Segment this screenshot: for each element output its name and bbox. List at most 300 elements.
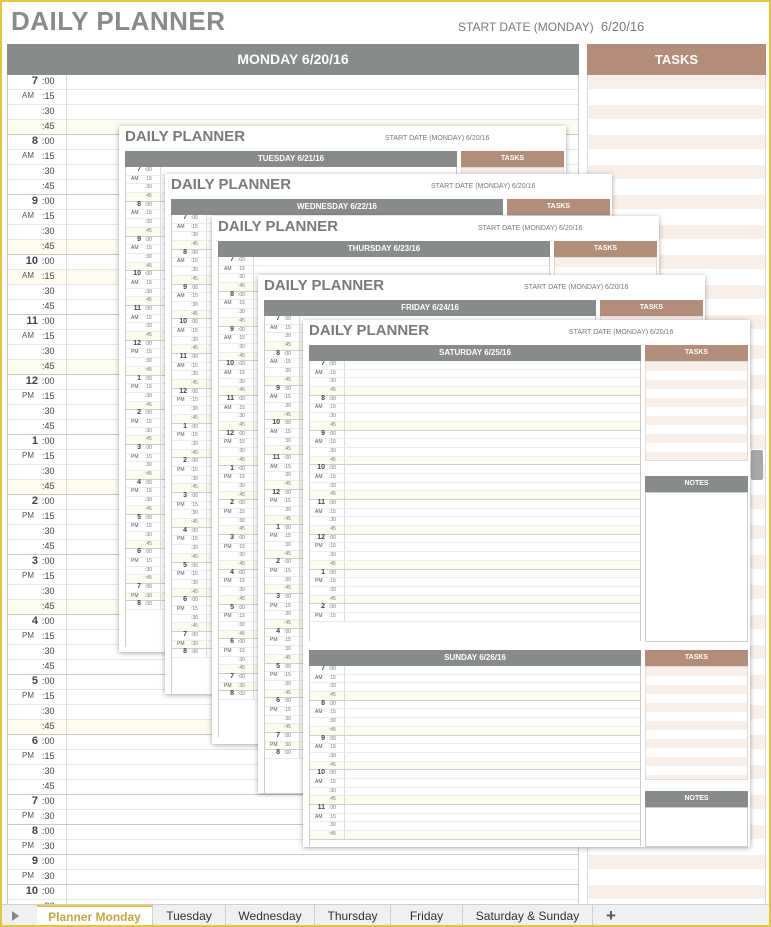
minute-label: :00 <box>42 436 55 446</box>
task-row[interactable] <box>588 870 765 885</box>
column-divider <box>66 885 67 899</box>
sheet-column-divider <box>253 370 254 378</box>
task-row[interactable] <box>588 75 765 90</box>
sheet-ampm-label: AM <box>315 369 323 376</box>
sheet-minute-label: :15 <box>238 578 245 585</box>
minute-label: :00 <box>42 736 55 746</box>
sheet-hour-label: 6 <box>276 697 280 705</box>
sheet-column-divider <box>253 439 254 447</box>
sheet-column-divider <box>160 532 161 540</box>
sheet-column-divider <box>344 718 345 726</box>
minute-label: :30 <box>42 871 55 881</box>
sheet-column-divider <box>344 387 345 395</box>
sheet-ampm-label: PM <box>224 647 232 654</box>
sheet-minute-label: :00 <box>145 479 152 486</box>
sheet-column-divider <box>344 709 345 717</box>
task-row[interactable] <box>588 885 765 900</box>
sheet-column-divider <box>206 641 207 649</box>
sheet-column-divider <box>206 371 207 379</box>
sheet-minute-label: :00 <box>238 639 245 646</box>
sheet-minute-label: :45 <box>238 422 245 429</box>
sheet-column-divider <box>206 397 207 405</box>
sheet-minute-label: :45 <box>329 456 336 463</box>
sheet-column-divider <box>206 563 207 571</box>
sheet-minute-label: :15 <box>329 709 336 716</box>
sheet-hour-label: 8 <box>183 248 187 256</box>
sheet-minute-label: :00 <box>284 594 291 600</box>
sheet-time-slot <box>310 770 640 779</box>
sheet-minute-label: :00 <box>284 489 291 496</box>
sheet-hour-label: 4 <box>137 478 141 486</box>
sheet-hour-label: 1 <box>137 374 141 382</box>
sheet-column-divider <box>344 570 345 578</box>
sheet-time-slot <box>310 814 640 823</box>
minute-label: :00 <box>42 76 55 86</box>
sheet-start-date: START DATE (MONDAY) 6/20/16 <box>569 329 674 336</box>
sheet-column-divider <box>206 363 207 371</box>
sheet-ampm-label: AM <box>131 210 139 217</box>
sheet-minute-label: :45 <box>238 283 245 290</box>
sheet-column-divider <box>206 267 207 275</box>
sheet-column-divider <box>253 570 254 578</box>
sheet-time-slot <box>310 675 640 684</box>
sheet-ampm-label: AM <box>177 223 185 230</box>
time-slot[interactable] <box>8 870 578 885</box>
sheet-column-divider <box>160 367 161 375</box>
sheet-column-divider <box>253 266 254 274</box>
sheet-minute-label: :30 <box>238 682 245 689</box>
sheet-minute-label: :45 <box>329 526 336 533</box>
column-divider <box>66 360 67 374</box>
sheet-hour-label: 6 <box>230 638 234 646</box>
sheet-minute-label: :15 <box>284 533 291 540</box>
sheet-title: DAILY PLANNER <box>309 322 430 339</box>
sheet-tasks-header: TASKS <box>645 650 748 666</box>
sheet-column-divider <box>206 467 207 475</box>
sheet-ampm-label: PM <box>224 508 232 515</box>
sheet-minute-label: :00 <box>191 284 198 291</box>
sheet-column-divider <box>160 515 161 523</box>
sheet-minute-label: :15 <box>329 473 336 480</box>
sheet-day-header: FRIDAY 6/24/16 <box>264 300 596 316</box>
sheet-minute-label: :00 <box>191 632 198 638</box>
sheet-minute-label: :30 <box>284 541 291 548</box>
sheet-column-divider <box>299 724 300 732</box>
sheet-minute-label: :00 <box>284 663 291 670</box>
sheet-minute-label: :15 <box>329 439 336 446</box>
sheet-minute-label: :15 <box>329 578 336 585</box>
sheet-column-divider <box>344 378 345 386</box>
sheet-hour-label: 8 <box>321 394 325 402</box>
sheet-minute-label: :45 <box>284 724 291 731</box>
sheet-task-row <box>646 739 747 748</box>
sheet-column-divider <box>253 292 254 300</box>
sheet-column-divider <box>344 779 345 787</box>
sheet-column-divider <box>160 575 161 583</box>
minute-label: :30 <box>42 766 55 776</box>
sheet-task-row <box>646 443 747 452</box>
sheet-time-slot <box>310 587 640 596</box>
task-row[interactable] <box>588 195 765 210</box>
sheet-minute-label: :00 <box>329 534 336 541</box>
column-divider <box>66 705 67 719</box>
column-divider <box>66 480 67 494</box>
sheet-column-divider <box>160 593 161 601</box>
sheet-time-slot <box>310 596 640 605</box>
sheet-minute-label: :45 <box>145 227 152 234</box>
time-slot[interactable] <box>8 75 578 90</box>
hour-label: 7 <box>31 75 38 87</box>
sheet-column-divider <box>253 422 254 430</box>
sheet-minute-label: :00 <box>238 257 245 263</box>
column-divider <box>66 810 67 824</box>
sheet-column-divider <box>160 402 161 410</box>
time-slot[interactable] <box>8 885 578 900</box>
sheet-column-divider <box>344 814 345 822</box>
column-divider <box>66 150 67 164</box>
sheet-minute-label: :00 <box>238 674 245 680</box>
sheet-column-divider <box>206 597 207 605</box>
sheet-column-divider <box>206 502 207 510</box>
sheet-minute-label: :00 <box>191 319 198 326</box>
sheet-column-divider <box>299 368 300 376</box>
sheet-ampm-label: AM <box>315 508 323 515</box>
sheet-time-slot <box>310 753 640 762</box>
sheet-minute-label: :30 <box>191 371 198 378</box>
tab-wednesday[interactable]: Wednesday <box>226 905 315 927</box>
sheet-column-divider <box>206 623 207 631</box>
sheet-minute-label: :30 <box>329 413 336 420</box>
sheet-column-divider <box>253 483 254 491</box>
sheet-tasks-list <box>645 666 748 780</box>
scrollbar-thumb[interactable] <box>751 450 763 480</box>
hour-label: 8 <box>31 135 38 147</box>
minute-label: :45 <box>42 721 55 731</box>
sheet-ampm-label: AM <box>131 245 139 252</box>
sheet-minute-label: :15 <box>191 293 198 300</box>
sheet-column-divider <box>344 736 345 744</box>
sheet-day-header: SUNDAY 6/26/16 <box>309 650 641 666</box>
task-row[interactable] <box>588 135 765 150</box>
column-divider <box>66 240 67 254</box>
sheet-column-divider <box>299 646 300 654</box>
sheet-minute-label: :45 <box>284 689 291 696</box>
sheet-column-divider <box>344 753 345 761</box>
sheet-task-row <box>646 407 747 416</box>
time-slot[interactable] <box>8 105 578 120</box>
add-sheet-button[interactable]: + <box>606 906 616 925</box>
sheet-minute-label: :00 <box>145 167 152 173</box>
sheet-column-divider <box>253 657 254 665</box>
sheet-column-divider <box>206 380 207 388</box>
sheet-column-divider <box>299 542 300 550</box>
sheet-start-date: START DATE (MONDAY) 6/20/16 <box>478 225 583 232</box>
sheet-column-divider <box>299 559 300 567</box>
sheet-column-divider <box>299 359 300 367</box>
sheet-column-divider <box>253 387 254 395</box>
sheet-column-divider <box>299 681 300 689</box>
sheet-hour-label: 10 <box>317 464 325 472</box>
task-row[interactable] <box>588 150 765 165</box>
sheet-minute-label: :00 <box>191 215 198 221</box>
sheet-column-divider <box>160 341 161 349</box>
tab-friday[interactable]: Friday <box>391 905 463 927</box>
sheet-hour-label: 2 <box>321 603 325 611</box>
sheet-minute-label: :00 <box>284 559 291 566</box>
task-row[interactable] <box>588 120 765 135</box>
sheet-column-divider <box>206 276 207 284</box>
sheet-minute-label: :15 <box>284 324 291 331</box>
sheet-time-slot <box>310 483 640 492</box>
minute-label: :15 <box>42 751 55 761</box>
sheet-column-divider <box>206 224 207 232</box>
sheet-minute-label: :15 <box>238 300 245 307</box>
sheet-minute-label: :00 <box>329 430 336 437</box>
minute-label: :30 <box>42 841 55 851</box>
sheet-column-divider <box>253 613 254 621</box>
sheet-notes-header: NOTES <box>645 791 748 807</box>
sheet-hour-label: 2 <box>183 457 187 465</box>
start-date-value[interactable]: 6/20/16 <box>600 19 645 34</box>
sheet-minute-label: :30 <box>191 267 198 274</box>
sheet-minute-label: :45 <box>145 332 152 339</box>
sheet-hour-label: 9 <box>183 283 187 291</box>
sheet-minute-label: :00 <box>329 569 336 576</box>
sheet-column-divider <box>253 413 254 421</box>
sheet-ampm-label: AM <box>224 300 232 307</box>
sheet-minute-label: :00 <box>191 493 198 499</box>
sheet-task-row <box>646 667 747 676</box>
sheet-minute-label: :15 <box>191 223 198 230</box>
sheet-column-divider <box>253 492 254 500</box>
tab-planner-monday[interactable]: Planner Monday <box>37 905 153 927</box>
sheet-minute-label: :00 <box>329 735 336 742</box>
sheet-hour-label: 10 <box>272 419 280 427</box>
sheet-minute-label: :45 <box>238 352 245 359</box>
sheet-time-slot <box>310 517 640 526</box>
task-row[interactable] <box>588 855 765 870</box>
sheet-hour-label: 11 <box>317 804 325 811</box>
sheet-column-divider <box>344 535 345 543</box>
sheet-column-divider <box>206 476 207 484</box>
sheet-minute-label: :45 <box>145 436 152 443</box>
sheet-column-divider <box>344 805 345 813</box>
sheet-time-slot <box>310 604 640 613</box>
sheet-hour-label: 5 <box>230 603 234 611</box>
sheet-hour-label: 9 <box>230 325 234 333</box>
sheet-minute-label: :45 <box>191 310 198 317</box>
sheet-column-divider <box>299 585 300 593</box>
sheet-column-divider <box>160 541 161 549</box>
column-divider <box>66 255 67 269</box>
sheet-column-divider <box>206 432 207 440</box>
sheet-minute-label: :00 <box>284 316 291 322</box>
minute-label: :45 <box>42 241 55 251</box>
task-row[interactable] <box>588 105 765 120</box>
sheet-column-divider <box>206 345 207 353</box>
sheet-minute-label: :00 <box>145 584 152 590</box>
minute-label: :30 <box>42 286 55 296</box>
sheet-ampm-label: PM <box>131 453 139 460</box>
sheet-ampm-label: AM <box>224 335 232 342</box>
sheet-column-divider <box>206 285 207 293</box>
column-divider <box>66 225 67 239</box>
hour-label: 1 <box>31 435 38 447</box>
sheet-notes-box <box>645 807 748 847</box>
sheet-minute-label: :30 <box>145 566 152 573</box>
sheet-column-divider <box>160 428 161 436</box>
minute-label: :15 <box>42 631 55 641</box>
sheet-column-divider <box>344 831 345 839</box>
tab-scroll-arrow-icon[interactable] <box>12 911 19 921</box>
sheet-hour-label: 4 <box>183 526 187 534</box>
sheet-time-slot <box>310 613 640 622</box>
start-date <box>458 19 644 34</box>
sheet-ampm-label: AM <box>131 314 139 321</box>
sheet-minute-label: :00 <box>191 527 198 534</box>
time-slot[interactable] <box>8 855 578 870</box>
sheet-minute-label: :30 <box>238 587 245 594</box>
sheet-column-divider <box>160 567 161 575</box>
sheet-hour-label: 11 <box>133 305 141 312</box>
column-divider <box>66 345 67 359</box>
sheet-time-slot <box>310 422 640 431</box>
sheet-hour-label: 2 <box>230 499 234 507</box>
sheet-column-divider <box>160 176 161 184</box>
sheet-hour-label: 11 <box>179 353 187 360</box>
sheet-minute-label: :00 <box>238 291 245 298</box>
sheet-column-divider <box>160 349 161 357</box>
minute-label: :00 <box>42 196 55 206</box>
sheet-column-divider <box>160 332 161 340</box>
sheet-minute-label: :45 <box>145 366 152 373</box>
sheet-hour-label: 12 <box>226 429 234 437</box>
sheet-column-divider <box>160 237 161 245</box>
sheet-column-divider <box>160 488 161 496</box>
sheet-minute-label: :00 <box>145 375 152 382</box>
column-divider <box>66 330 67 344</box>
minute-label: :45 <box>42 601 55 611</box>
task-row[interactable] <box>588 165 765 180</box>
sheet-minute-label: :30 <box>145 219 152 226</box>
sheet-minute-label: :15 <box>191 362 198 369</box>
time-slot[interactable] <box>8 90 578 105</box>
sheet-ampm-label: PM <box>224 543 232 550</box>
sheet-column-divider <box>299 525 300 533</box>
task-row[interactable] <box>588 180 765 195</box>
sheet-minute-label: :00 <box>329 395 336 402</box>
sheet-minute-label: :45 <box>284 481 291 488</box>
task-row[interactable] <box>588 90 765 105</box>
sheet-column-divider <box>206 441 207 449</box>
sheet-column-divider <box>253 335 254 343</box>
sheet-column-divider <box>299 342 300 350</box>
column-divider <box>66 285 67 299</box>
sheet-minute-label: :45 <box>191 588 198 595</box>
tab-thursday[interactable]: Thursday <box>315 905 391 927</box>
sheet-minute-label: :45 <box>284 515 291 522</box>
sheet-hour-label: 7 <box>230 257 234 263</box>
sheet-minute-label: :15 <box>145 488 152 495</box>
sheet-minute-label: :45 <box>329 761 336 768</box>
sheet-minute-label: :15 <box>238 265 245 272</box>
sheet-column-divider <box>299 507 300 515</box>
tab-tuesday[interactable]: Tuesday <box>153 905 226 927</box>
sheet-minute-label: :15 <box>329 404 336 411</box>
sheet-minute-label: :15 <box>284 672 291 679</box>
sheet-minute-label: :45 <box>145 262 152 269</box>
sheet-minute-label: :00 <box>145 514 152 521</box>
sheet-ampm-label: PM <box>131 523 139 530</box>
minute-label: :45 <box>42 421 55 431</box>
sheet-column-divider <box>160 297 161 305</box>
sheet-minute-label: :30 <box>329 822 336 829</box>
ampm-label: PM <box>22 751 34 760</box>
sheet-column-divider <box>299 490 300 498</box>
sheet-ampm-label: PM <box>131 384 139 391</box>
sheet-column-divider <box>344 561 345 569</box>
sheet-time-slot <box>310 779 640 788</box>
sheet-column-divider <box>253 309 254 317</box>
sheet-minute-label: :30 <box>238 621 245 628</box>
sheet-column-divider <box>299 733 300 741</box>
minute-label: :00 <box>42 256 55 266</box>
sheet-minute-label: :45 <box>145 471 152 478</box>
sheet-time-slot <box>310 509 640 518</box>
sheet-column-divider <box>299 533 300 541</box>
sheet-minute-label: :00 <box>191 649 198 656</box>
sheet-column-divider <box>206 406 207 414</box>
sheet-column-divider <box>299 594 300 602</box>
sheet-column-divider <box>253 274 254 282</box>
sheet-ampm-label: PM <box>177 536 185 543</box>
sheet-hour-label: 7 <box>276 316 280 322</box>
sheet-minute-label: :15 <box>238 404 245 411</box>
sheet-column-divider <box>206 450 207 458</box>
sheet-ampm-label: PM <box>270 602 278 609</box>
sheet-column-divider <box>160 471 161 479</box>
sheet-time-slot <box>310 396 640 405</box>
sheet-ampm-label: AM <box>315 473 323 480</box>
sheet-task-row <box>646 389 747 398</box>
sheet-minute-label: :15 <box>191 571 198 578</box>
sheet-minute-label: :00 <box>145 340 152 347</box>
ampm-label: AM <box>22 151 34 160</box>
sheet-minute-label: :00 <box>145 201 152 208</box>
sheet-column-divider <box>253 509 254 517</box>
ampm-label: AM <box>22 271 34 280</box>
sheet-column-divider <box>344 727 345 735</box>
sheet-column-divider <box>344 457 345 465</box>
sheet-column-divider <box>299 716 300 724</box>
sheet-column-divider <box>344 439 345 447</box>
tab-saturday-sunday[interactable]: Saturday & Sunday <box>463 905 593 927</box>
sheet-column-divider <box>253 587 254 595</box>
sheet-minute-label: :00 <box>145 236 152 243</box>
sheet-column-divider <box>344 578 345 586</box>
column-divider <box>66 210 67 224</box>
hour-label: 11 <box>26 315 38 327</box>
sheet-ampm-label: PM <box>315 543 323 550</box>
column-divider <box>66 315 67 329</box>
minute-label: :00 <box>42 676 55 686</box>
sheet-time-slot <box>310 500 640 509</box>
sheet-column-divider <box>206 632 207 640</box>
column-divider <box>66 750 67 764</box>
sheet-hour-label: 6 <box>183 596 187 604</box>
sheet-task-row <box>646 748 747 757</box>
sheet-minute-label: :30 <box>329 517 336 524</box>
